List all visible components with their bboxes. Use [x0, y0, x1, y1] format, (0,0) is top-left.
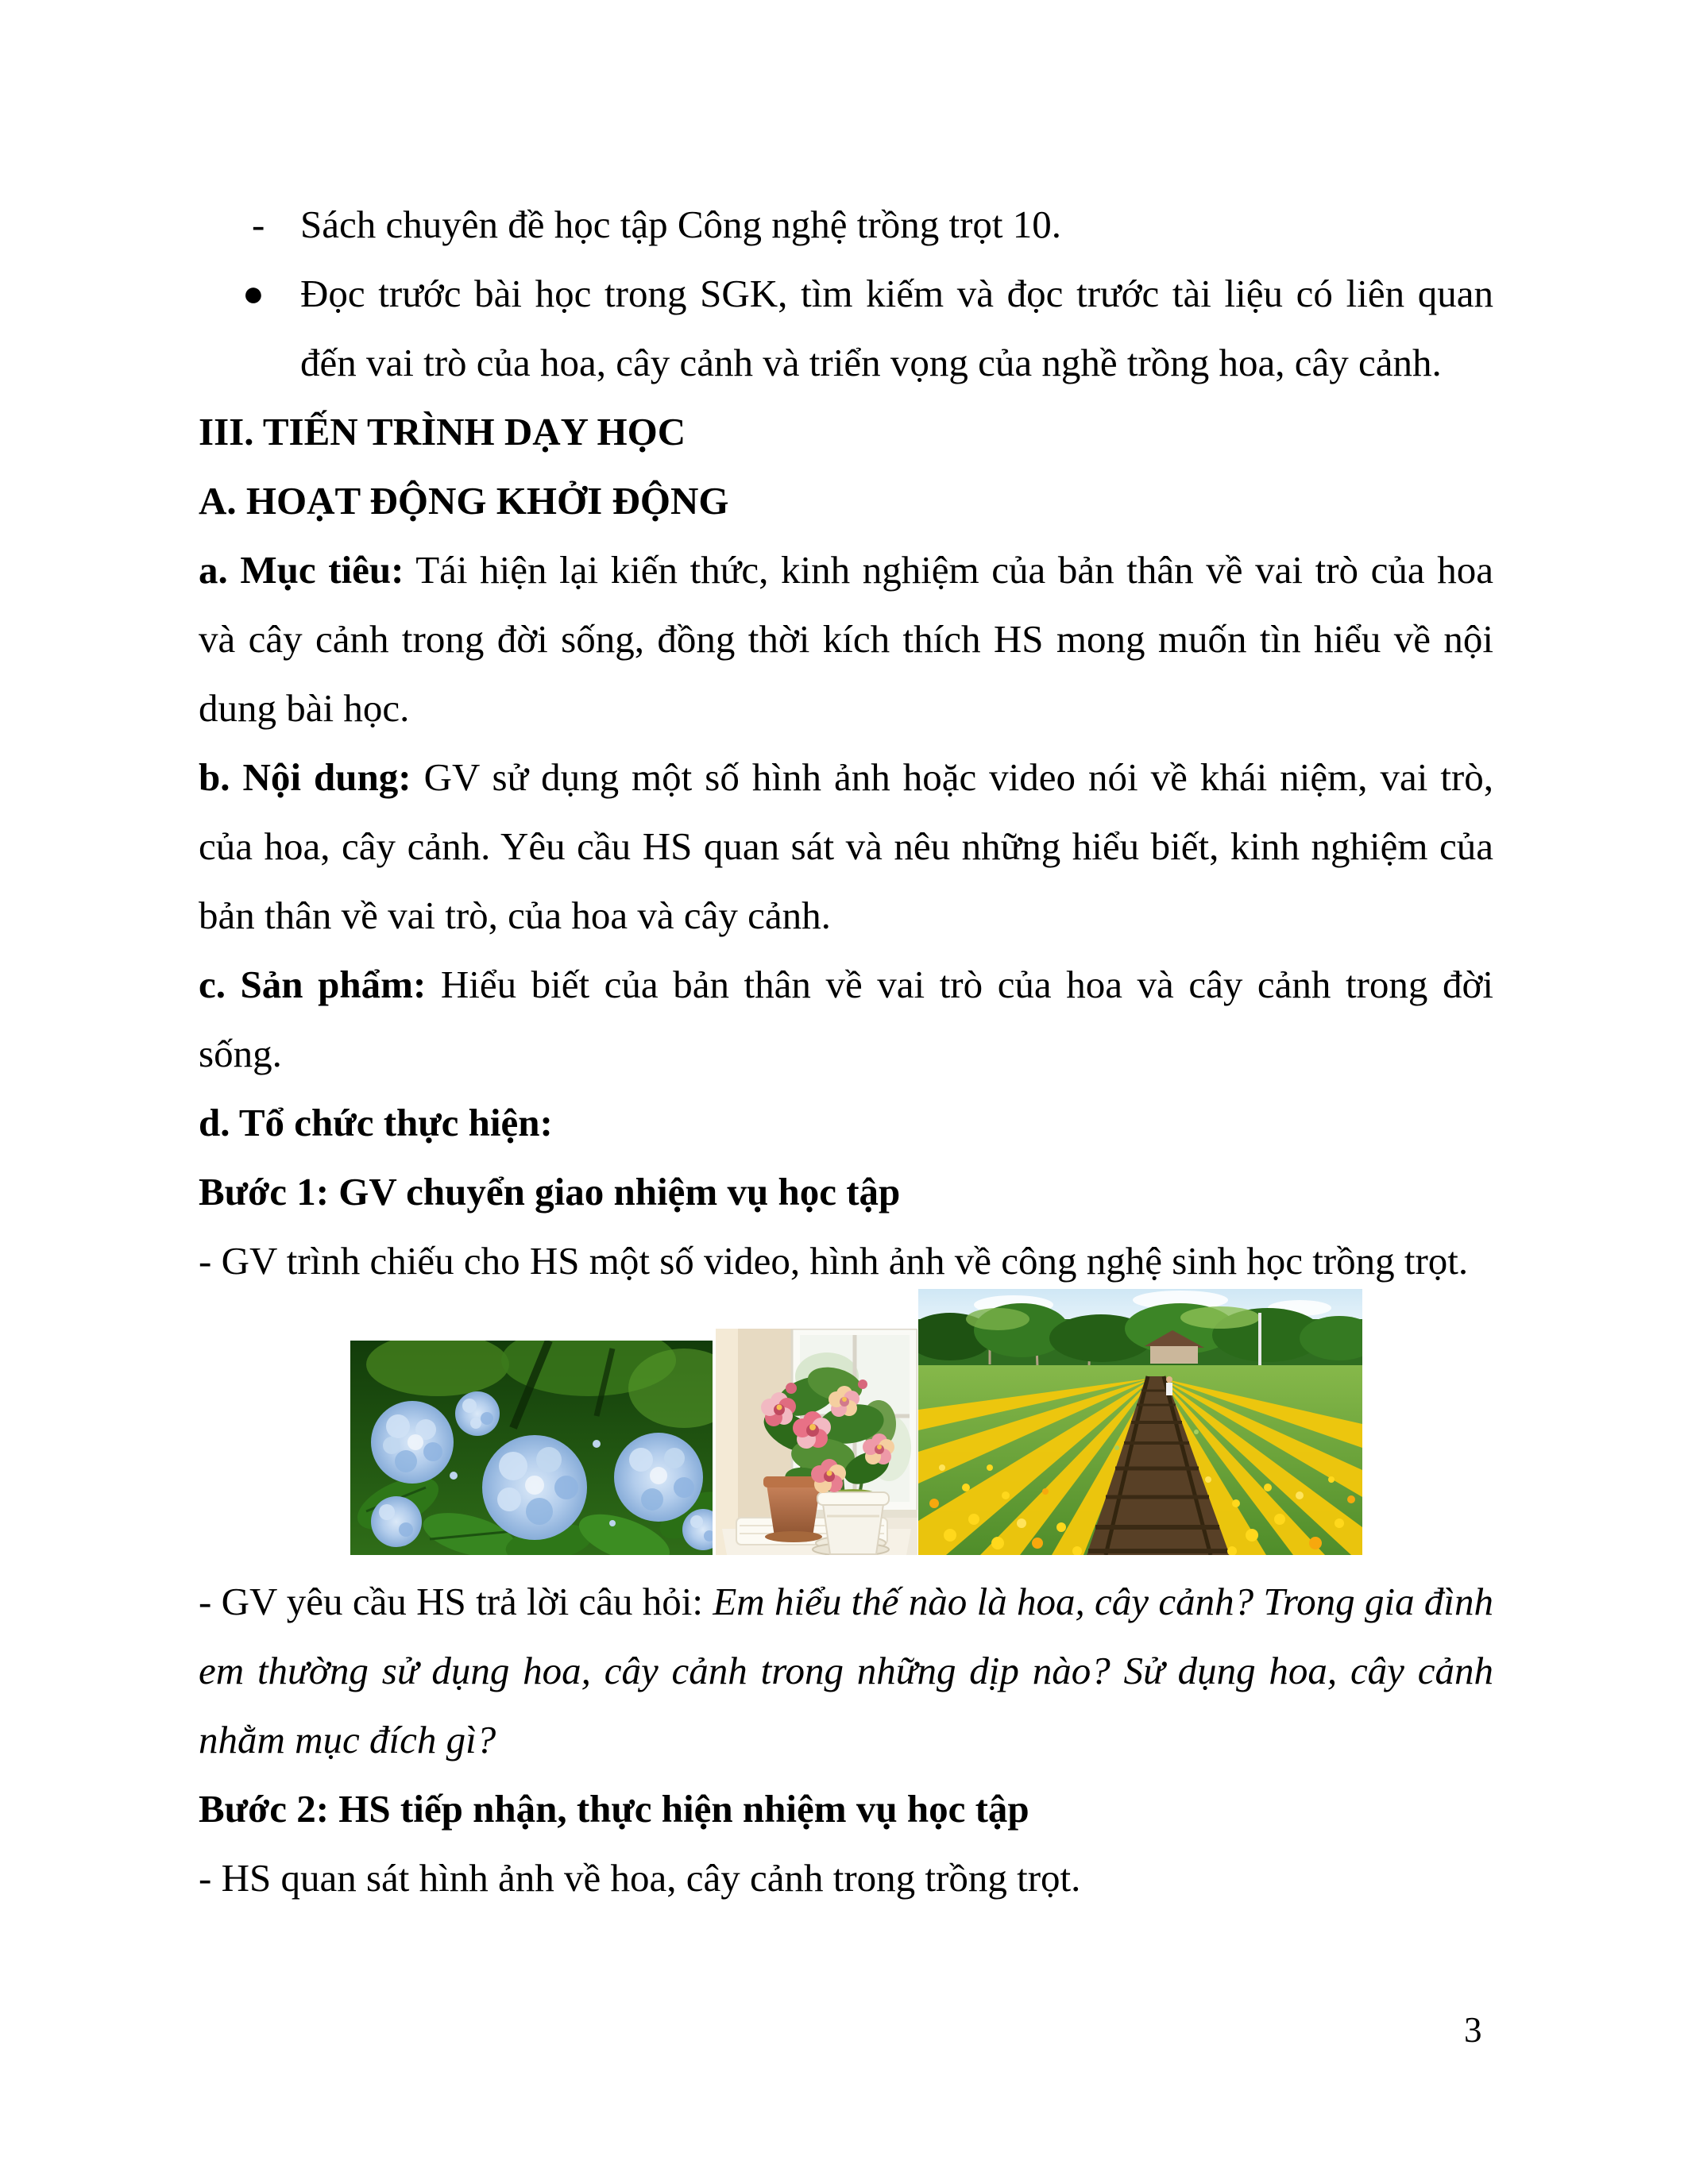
list-item-textbook	[199, 190, 1493, 259]
paragraph-hs-quan-sat: - HS quan sát hình ảnh về hoa, cây cảnh trong trồng trọt.	[199, 1856, 1081, 1900]
marigold-flower-field-image	[918, 1289, 1362, 1555]
circle-bullet-icon: ●	[242, 273, 265, 314]
list-item-text: Đọc trước bài học trong SGK, tìm kiếm và đọc trước tài liệu có liên quan đến vai trò của hoa, cây cảnh và triển vọng của nghề trồng hoa, cây cảnh.	[300, 272, 1493, 384]
heading-buoc-2: Bước 2: HS tiếp nhận, thực hiện nhiệm vụ học tập	[199, 1787, 1029, 1831]
paragraph-text: Tái hiện lại kiến thức, kinh nghiệm của bản thân về vai trò của hoa và cây cảnh trong đời sống, đồng thời kích thích HS mong muốn tìn hiểu về nội dung bài học.	[199, 548, 1493, 730]
heading-buoc-1: Bước 1: GV chuyển giao nhiệm vụ học tập	[199, 1170, 901, 1214]
paragraph-gv-question	[199, 1567, 1493, 1774]
document-body-bottom	[199, 1567, 1493, 1912]
paragraph-muc-tieu	[199, 535, 1493, 743]
question-prefix: - GV yêu cầu HS trả lời câu hỏi:	[199, 1580, 704, 1623]
potted-hibiscus-flowers-image	[716, 1329, 917, 1555]
paragraph-label: a. Mục tiêu:	[199, 548, 404, 592]
paragraph-noi-dung	[199, 743, 1493, 950]
document-body-top	[199, 190, 1493, 1295]
heading-tien-trinh: III. TIẾN TRÌNH DẠY HỌC	[199, 410, 686, 453]
paragraph-text: Hiểu biết của bản thân về vai trò của hoa và cây cảnh trong đời sống.	[199, 963, 1493, 1075]
page-number: 3	[1464, 2010, 1482, 2050]
heading-hoat-dong-khoi-dong: A. HOẠT ĐỘNG KHỞI ĐỘNG	[199, 479, 729, 523]
illustration-row	[350, 1289, 1362, 1555]
paragraph-gv-trinh-chieu: - GV trình chiếu cho HS một số video, hình ảnh về công nghệ sinh học trồng trọt.	[199, 1239, 1469, 1283]
list-item-text: Sách chuyên đề học tập Công nghệ trồng trọt 10.	[300, 203, 1062, 246]
blue-hydrangea-flowers-image	[350, 1341, 713, 1555]
paragraph-text: GV sử dụng một số hình ảnh hoặc video nói về khái niệm, vai trò, của hoa, cây cảnh. Yêu cầu HS quan sát và nêu những hiểu biết, kinh nghiệm của bản thân về vai trò, của hoa và cây cảnh.	[199, 755, 1493, 937]
heading-to-chuc: d. Tổ chức thực hiện:	[199, 1101, 553, 1144]
list-item-read-ahead	[199, 259, 1493, 397]
paragraph-label: c. Sản phẩm:	[199, 963, 427, 1006]
paragraph-san-pham	[199, 950, 1493, 1088]
dash-bullet-icon: -	[252, 203, 265, 246]
paragraph-label: b. Nội dung:	[199, 755, 411, 799]
question-italic: Em hiểu thế nào là hoa, cây cảnh? Trong gia đình em thường sử dụng hoa, cây cảnh trong những dịp nào? Sử dụng hoa, cây cảnh nhằm mục đích gì?	[199, 1580, 1494, 1761]
